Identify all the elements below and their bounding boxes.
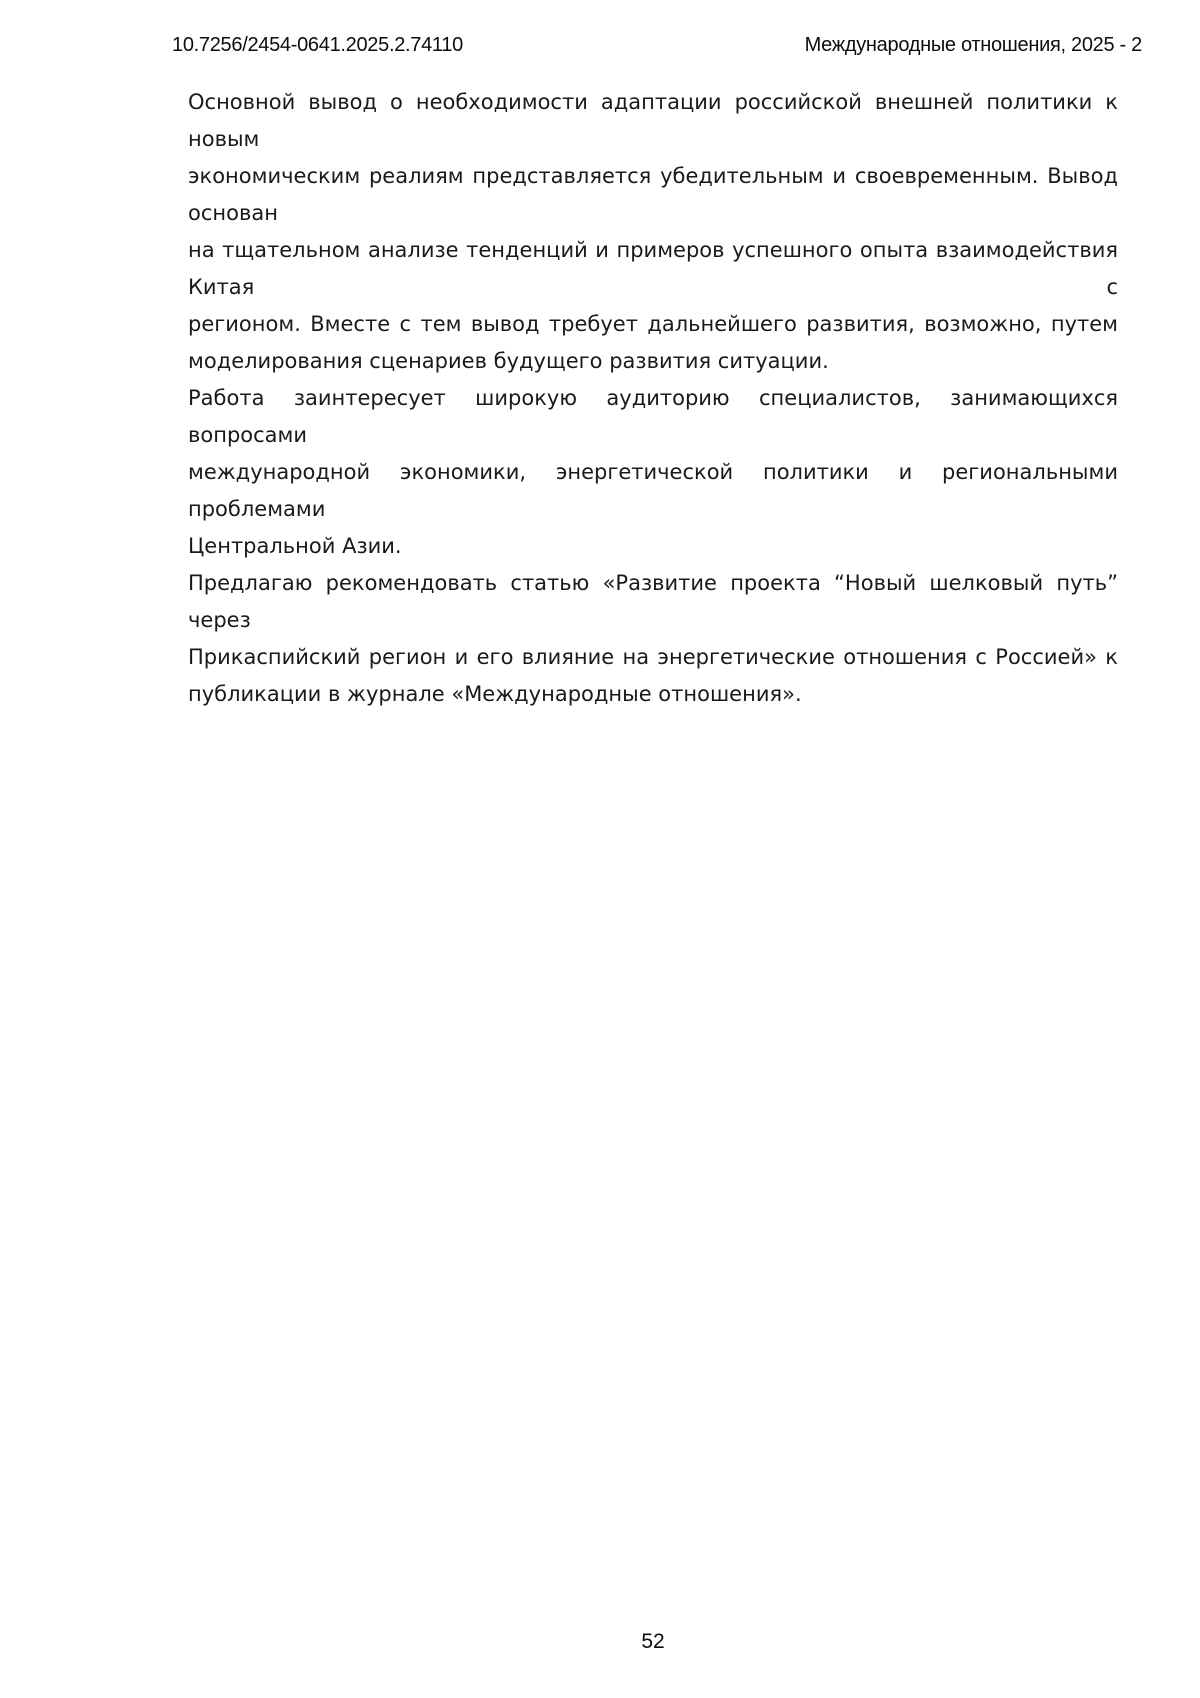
text-line: публикации в журнале «Международные отношения».: [188, 682, 802, 706]
header-journal-title: Международные отношения, 2025 - 2: [804, 34, 1142, 56]
page-number: 52: [641, 1630, 665, 1653]
text-line: экономическим реалиям представляется убедительным и своевременным. Вывод основан: [188, 164, 1118, 225]
text-line: Основной вывод о необходимости адаптации российской внешней политики к новым: [188, 90, 1118, 151]
paragraph: [188, 565, 1118, 713]
text-line: Прикаспийский регион и его влияние на энергетические отношения с Россией» к: [188, 645, 1118, 669]
text-line: моделирования сценариев будущего развития ситуации.: [188, 349, 829, 373]
header-doi: 10.7256/2454-0641.2025.2.74110: [172, 34, 463, 56]
text-line: Центральной Азии.: [188, 534, 402, 558]
text-line: регионом. Вместе с тем вывод требует дальнейшего развития, возможно, путем: [188, 312, 1118, 336]
text-line: международной экономики, энергетической политики и региональными проблемами: [188, 460, 1118, 521]
text-line: Предлагаю рекомендовать статью «Развитие проекта “Новый шелковый путь” через: [188, 571, 1118, 632]
text-line: на тщательном анализе тенденций и примеров успешного опыта взаимодействия Китая с: [188, 238, 1118, 299]
paragraph: [188, 84, 1118, 380]
page-header: [172, 34, 1142, 57]
text-line: Работа заинтересует широкую аудиторию специалистов, занимающихся вопросами: [188, 386, 1118, 447]
paragraph: [188, 380, 1118, 565]
document-body: [188, 84, 1118, 713]
page-footer: [188, 1630, 1118, 1654]
